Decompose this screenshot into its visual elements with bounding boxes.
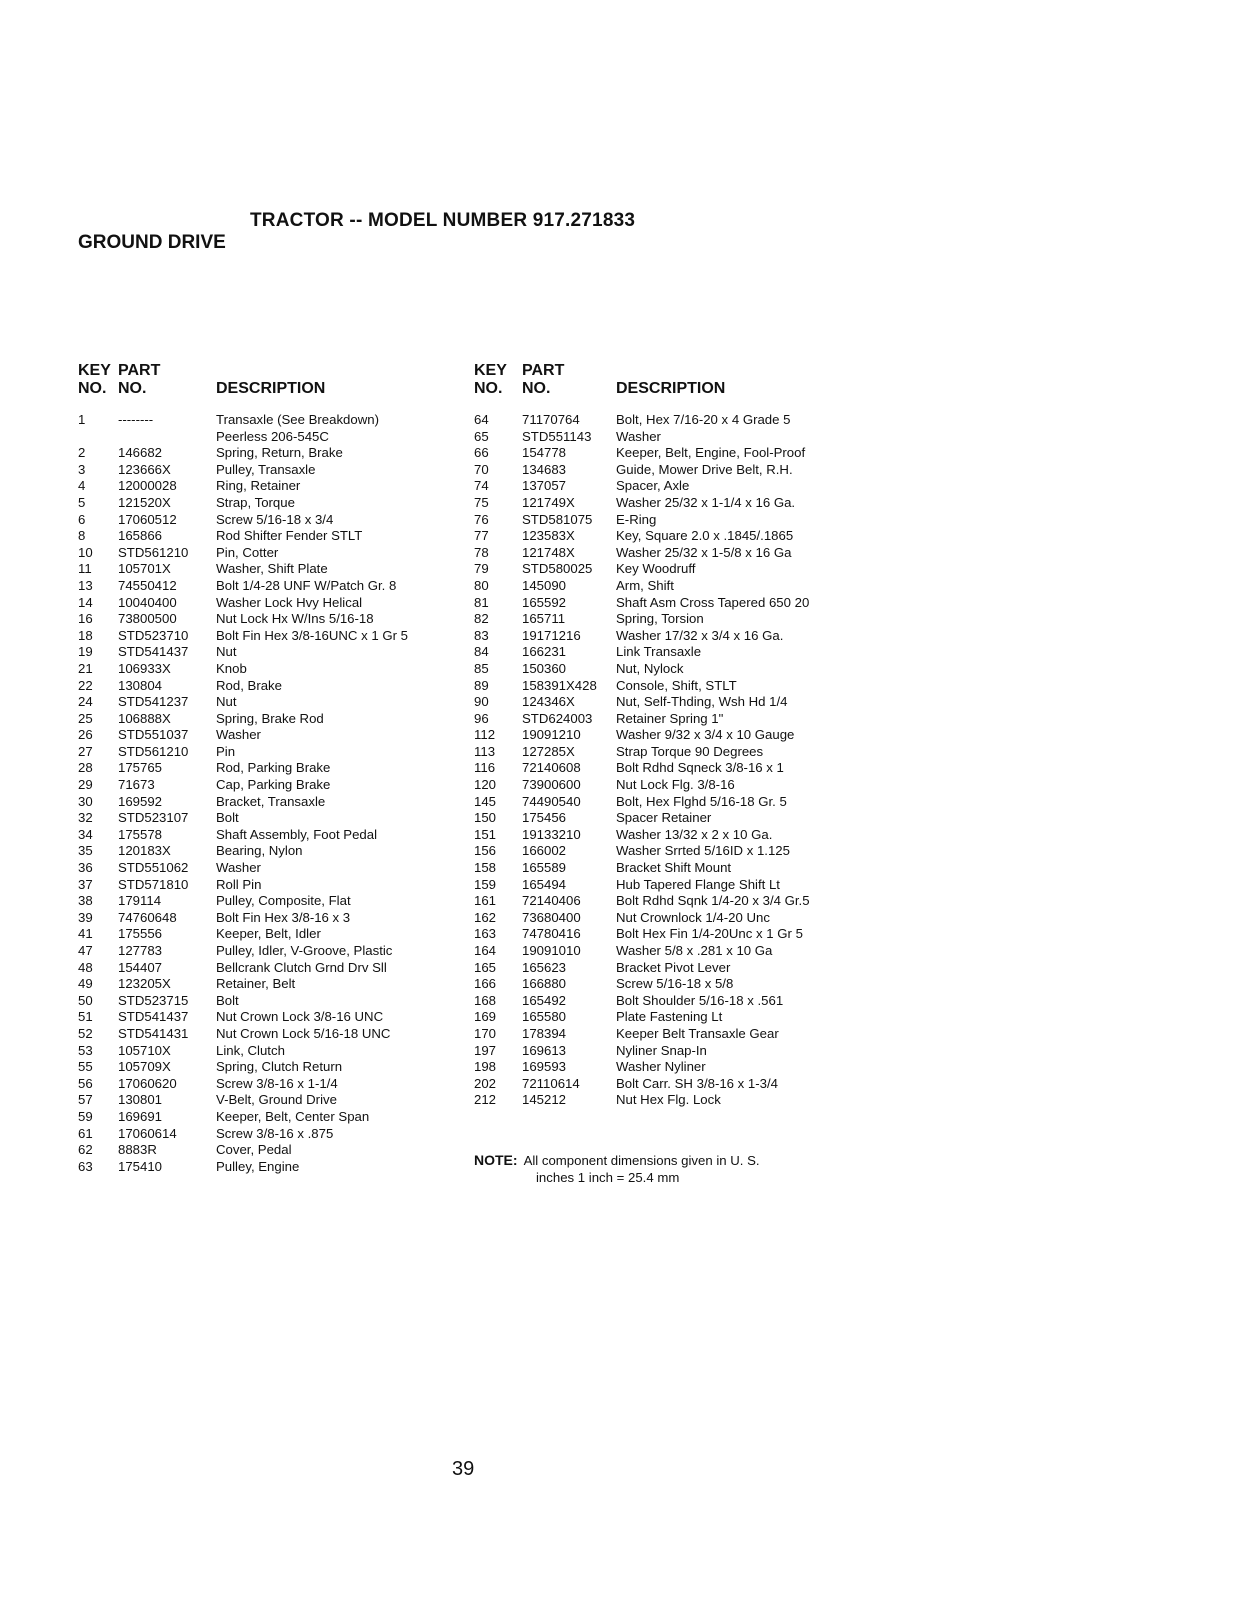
- key-no: 66: [474, 445, 489, 461]
- part-no: 166002: [522, 843, 567, 859]
- key-no: 2: [78, 445, 86, 461]
- description: Bracket Shift Mount: [616, 860, 732, 876]
- key-no: 51: [78, 1009, 93, 1025]
- part-no: 165589: [522, 860, 567, 876]
- part-no: 10040400: [118, 594, 177, 610]
- part-no: 123583X: [522, 528, 575, 544]
- part-no: STD581075: [522, 511, 593, 527]
- key-no: 16: [78, 611, 93, 627]
- key-no: 165: [474, 959, 497, 975]
- key-no: 56: [78, 1075, 93, 1091]
- key-no: 3: [78, 461, 86, 477]
- key-no: 159: [474, 876, 497, 892]
- description: Nut, Nylock: [616, 660, 684, 676]
- part-no: 179114: [118, 893, 162, 909]
- key-no: 36: [78, 860, 93, 876]
- key-no: 166: [474, 976, 497, 992]
- part-no: 74550412: [118, 577, 177, 593]
- key-header-top: KEY: [78, 362, 111, 379]
- key-no: 202: [474, 1075, 497, 1091]
- part-no: 72140406: [522, 893, 581, 909]
- key-no: 53: [78, 1042, 93, 1058]
- part-no: 165592: [522, 594, 567, 610]
- part-no: 165494: [522, 876, 567, 892]
- part-no: 72140608: [522, 760, 581, 776]
- key-no: 70: [474, 461, 489, 477]
- part-no: 17060620: [118, 1075, 177, 1091]
- description: Console, Shift, STLT: [616, 677, 737, 693]
- part-no: STD523107: [118, 810, 189, 826]
- key-no: 28: [78, 760, 93, 776]
- key-no: 163: [474, 926, 497, 942]
- description: Strap Torque 90 Degrees: [616, 743, 764, 759]
- key-header-bottom: NO.: [474, 380, 503, 397]
- description: Bolt Shoulder 5/16-18 x .561: [616, 992, 784, 1008]
- key-no: 1: [78, 412, 86, 427]
- key-no: 112: [474, 727, 496, 743]
- part-no: STD571810: [118, 876, 189, 892]
- key-no: 85: [474, 660, 489, 676]
- part-no: 121748X: [522, 544, 575, 560]
- part-no: 169593: [522, 1059, 567, 1075]
- description: Bellcrank Clutch Grnd Drv Sll: [216, 959, 387, 975]
- description: Link, Clutch: [216, 1042, 285, 1058]
- part-no: 165623: [522, 959, 567, 975]
- description-header: DESCRIPTION: [616, 380, 726, 397]
- part-no: 120183X: [118, 843, 171, 859]
- description: Nyliner Snap-In: [616, 1042, 707, 1058]
- description: Bolt 1/4-28 UNF W/Patch Gr. 8: [216, 577, 397, 593]
- key-no: 170: [474, 1025, 497, 1041]
- part-no: 8883R: [118, 1142, 157, 1158]
- description: Nut Lock Flg. 3/8-16: [616, 777, 735, 793]
- part-no: STD551062: [118, 860, 189, 876]
- key-no: 80: [474, 577, 489, 593]
- key-no: 47: [78, 943, 93, 958]
- key-no: 90: [474, 694, 489, 710]
- description: Washer Srrted 5/16ID x 1.125: [616, 843, 790, 859]
- description: Screw 5/16-18 x 5/8: [616, 976, 734, 992]
- part-no: 175765: [118, 760, 163, 776]
- key-no: 168: [474, 992, 497, 1008]
- description: Bracket, Transaxle: [216, 793, 326, 809]
- part-no: 145212: [522, 1092, 567, 1108]
- key-no: 49: [78, 976, 93, 992]
- key-no: 35: [78, 843, 93, 859]
- part-header-bottom: NO.: [118, 380, 147, 397]
- description: Washer 5/8 x .281 x 10 Ga: [616, 943, 773, 958]
- part-no: 165492: [522, 992, 567, 1008]
- part-no: 71170764: [522, 412, 580, 427]
- description: Bolt: [216, 810, 239, 826]
- key-no: 57: [78, 1092, 93, 1108]
- description: Nut: [216, 694, 237, 710]
- description: Bolt Carr. SH 3/8-16 x 1-3/4: [616, 1075, 778, 1091]
- description: Cover, Pedal: [216, 1142, 292, 1158]
- part-no: 166231: [522, 644, 567, 660]
- part-no: STD523715: [118, 992, 189, 1008]
- description: Washer: [216, 727, 261, 743]
- description: Guide, Mower Drive Belt, R.H.: [616, 461, 793, 477]
- part-no: STD551143: [522, 428, 592, 444]
- description: Spring, Brake Rod: [216, 710, 324, 726]
- key-no: 26: [78, 727, 93, 743]
- key-no: 13: [78, 577, 93, 593]
- description: Key, Square 2.0 x .1845/.1865: [616, 528, 794, 544]
- part-no: 73680400: [522, 909, 581, 925]
- description: Bolt Hex Fin 1/4-20Unc x 1 Gr 5: [616, 926, 803, 942]
- part-no: 74760648: [118, 909, 177, 925]
- key-no: 84: [474, 644, 489, 660]
- key-no: 113: [474, 743, 496, 759]
- part-no: 127285X: [522, 743, 575, 759]
- key-no: 18: [78, 627, 93, 643]
- description: Screw 3/8-16 x 1-1/4: [216, 1075, 338, 1091]
- description: Strap, Torque: [216, 494, 295, 510]
- key-no: 76: [474, 511, 489, 527]
- key-no: 52: [78, 1025, 93, 1041]
- key-no: 65: [474, 428, 489, 444]
- description: Bolt Rdhd Sqneck 3/8-16 x 1: [616, 760, 784, 776]
- description: Arm, Shift: [616, 577, 674, 593]
- part-no: 166880: [522, 976, 567, 992]
- part-no: 169592: [118, 793, 163, 809]
- key-no: 27: [78, 743, 93, 759]
- description: Keeper Belt Transaxle Gear: [616, 1025, 779, 1041]
- part-no: 106933X: [118, 660, 171, 676]
- key-no: 48: [78, 959, 93, 975]
- part-no: 105701X: [118, 561, 171, 577]
- description: Pin, Cotter: [216, 544, 279, 560]
- page-title: TRACTOR -- MODEL NUMBER 917.271833: [250, 210, 636, 231]
- key-no: 156: [474, 843, 497, 859]
- description: Roll Pin: [216, 876, 262, 892]
- key-no: 10: [78, 544, 93, 560]
- description: Transaxle (See Breakdown): [216, 412, 379, 427]
- description: Spacer, Axle: [616, 478, 690, 494]
- key-no: 74: [474, 478, 489, 494]
- key-no: 25: [78, 710, 93, 726]
- description: Washer: [616, 428, 661, 444]
- description: Washer Lock Hvy Helical: [216, 594, 363, 610]
- description: Keeper, Belt, Idler: [216, 926, 321, 942]
- part-no: 175556: [118, 926, 163, 942]
- part-no: 106888X: [118, 710, 171, 726]
- key-no: 161: [474, 893, 497, 909]
- key-no: 83: [474, 627, 489, 643]
- description: E-Ring: [616, 511, 657, 527]
- part-no: 19091010: [522, 943, 581, 958]
- description: Shaft Assembly, Foot Pedal: [216, 826, 378, 842]
- description: Bolt: [216, 992, 239, 1008]
- description: Bolt, Hex 7/16-20 x 4 Grade 5: [616, 412, 791, 427]
- part-no: 169691: [118, 1108, 163, 1124]
- key-no: 34: [78, 826, 93, 842]
- description: Nut Crown Lock 5/16-18 UNC: [216, 1025, 391, 1041]
- key-no: 62: [78, 1142, 93, 1158]
- key-no: 89: [474, 677, 489, 693]
- key-no: 41: [78, 926, 93, 942]
- part-no: 165580: [522, 1009, 567, 1025]
- part-no: STD580025: [522, 561, 593, 577]
- key-no: 79: [474, 561, 489, 577]
- key-no: 59: [78, 1108, 93, 1124]
- part-no: STD551037: [118, 727, 189, 743]
- key-no: 75: [474, 494, 489, 510]
- part-no: 121749X: [522, 494, 575, 510]
- part-no: --------: [118, 412, 154, 427]
- part-header-top: PART: [522, 362, 565, 379]
- description: Hub Tapered Flange Shift Lt: [616, 876, 780, 892]
- description: V-Belt, Ground Drive: [216, 1092, 337, 1108]
- part-no: 71673: [118, 777, 155, 793]
- part-no: 105709X: [118, 1059, 171, 1075]
- description: Spring, Return, Brake: [216, 445, 343, 461]
- description: Bolt Fin Hex 3/8-16UNC x 1 Gr 5: [216, 627, 409, 643]
- key-no: 120: [474, 777, 497, 793]
- part-no: 158391X428: [522, 677, 597, 693]
- description: Pulley, Engine: [216, 1158, 300, 1174]
- part-no: 175410: [118, 1158, 163, 1174]
- part-no: STD561210: [118, 743, 189, 759]
- part-no: 134683: [522, 461, 567, 477]
- key-no: 55: [78, 1059, 93, 1075]
- key-no: 164: [474, 943, 497, 958]
- key-no: 169: [474, 1009, 497, 1025]
- key-no: 158: [474, 860, 497, 876]
- key-no: 64: [474, 412, 489, 427]
- key-no: 11: [78, 561, 92, 577]
- part-no: STD523710: [118, 627, 189, 643]
- key-no: 32: [78, 810, 93, 826]
- part-no: 74780416: [522, 926, 581, 942]
- part-no: 73800500: [118, 611, 177, 627]
- description: Pulley, Transaxle: [216, 461, 316, 477]
- part-no: 123205X: [118, 976, 171, 992]
- description: Nut: [216, 644, 237, 660]
- key-no: 29: [78, 777, 93, 793]
- description: Nut Hex Flg. Lock: [616, 1092, 721, 1108]
- key-no: 151: [474, 826, 497, 842]
- description: Washer 17/32 x 3/4 x 16 Ga.: [616, 627, 784, 643]
- description: Cap, Parking Brake: [216, 777, 331, 793]
- description: Washer Nyliner: [616, 1059, 706, 1075]
- description: Bolt Rdhd Sqnk 1/4-20 x 3/4 Gr.5: [616, 893, 810, 909]
- key-no: 22: [78, 677, 93, 693]
- part-no: 72110614: [522, 1075, 580, 1091]
- key-no: 78: [474, 544, 489, 560]
- key-no: 150: [474, 810, 497, 826]
- part-no: 12000028: [118, 478, 177, 494]
- part-no: STD541437: [118, 1009, 189, 1025]
- part-no: STD561210: [118, 544, 189, 560]
- key-no: 30: [78, 793, 93, 809]
- key-header-bottom: NO.: [78, 380, 107, 397]
- description: Nut Lock Hx W/Ins 5/16-18: [216, 611, 374, 627]
- description: Washer, Shift Plate: [216, 561, 328, 577]
- key-no: 5: [78, 494, 86, 510]
- part-no: 175578: [118, 826, 163, 842]
- description: Key Woodruff: [616, 561, 696, 577]
- part-no: 17060512: [118, 511, 177, 527]
- key-no: 197: [474, 1042, 497, 1058]
- key-no: 63: [78, 1158, 93, 1174]
- part-no: 175456: [522, 810, 567, 826]
- note-line-2: inches 1 inch = 25.4 mm: [536, 1170, 680, 1185]
- description: Retainer Spring 1": [616, 710, 724, 726]
- description: Rod, Brake: [216, 677, 282, 693]
- description: Washer 13/32 x 2 x 10 Ga.: [616, 826, 773, 842]
- key-no: 198: [474, 1059, 497, 1075]
- key-no: 19: [78, 644, 93, 660]
- part-no: 154778: [522, 445, 567, 461]
- part-no: 123666X: [118, 461, 171, 477]
- part-no: 145090: [522, 577, 567, 593]
- part-no: 73900600: [522, 777, 581, 793]
- key-no: 77: [474, 528, 489, 544]
- description: Retainer, Belt: [216, 976, 296, 992]
- description: Bolt Fin Hex 3/8-16 x 3: [216, 909, 351, 925]
- part-no: 146682: [118, 445, 163, 461]
- note-line-1: All component dimensions given in U. S.: [523, 1153, 760, 1168]
- description: Spacer Retainer: [616, 810, 712, 826]
- key-no: 50: [78, 992, 93, 1008]
- description: Screw 3/8-16 x .875: [216, 1125, 334, 1141]
- part-no: 130804: [118, 677, 163, 693]
- description: Washer 25/32 x 1-1/4 x 16 Ga.: [616, 494, 796, 510]
- part-no: 150360: [522, 660, 567, 676]
- description: Keeper, Belt, Engine, Fool-Proof: [616, 445, 806, 461]
- key-no: 8: [78, 528, 86, 544]
- part-no: 154407: [118, 959, 163, 975]
- part-no: 165866: [118, 528, 163, 544]
- key-no: 37: [78, 876, 93, 892]
- part-no: 127783: [118, 943, 163, 958]
- description: Pin: [216, 743, 236, 759]
- description: Ring, Retainer: [216, 478, 301, 494]
- dimension-note: [474, 1152, 760, 1186]
- part-no: STD541237: [118, 694, 189, 710]
- description: Nut Crown Lock 3/8-16 UNC: [216, 1009, 384, 1025]
- key-no: 81: [474, 594, 489, 610]
- description: Knob: [216, 660, 247, 676]
- page-number: 39: [452, 1458, 475, 1480]
- key-no: 4: [78, 478, 86, 494]
- key-no: 212: [474, 1092, 497, 1108]
- description: Nut, Self-Thding, Wsh Hd 1/4: [616, 694, 788, 710]
- part-no: STD541437: [118, 644, 189, 660]
- key-no: 6: [78, 511, 86, 527]
- key-header-top: KEY: [474, 362, 507, 379]
- description: Washer 9/32 x 3/4 x 10 Gauge: [616, 727, 795, 743]
- description: Shaft Asm Cross Tapered 650 20: [616, 594, 810, 610]
- key-no: 21: [78, 660, 93, 676]
- description: Bearing, Nylon: [216, 843, 303, 859]
- key-no: 14: [78, 594, 93, 610]
- part-no: 137057: [522, 478, 567, 494]
- key-no: 39: [78, 909, 93, 925]
- part-no: 74490540: [522, 793, 581, 809]
- description: Pulley, Idler, V-Groove, Plastic: [216, 943, 393, 958]
- description: Keeper, Belt, Center Span: [216, 1108, 370, 1124]
- key-no: 96: [474, 710, 489, 726]
- description: Nut Crownlock 1/4-20 Unc: [616, 909, 770, 925]
- description: Rod, Parking Brake: [216, 760, 331, 776]
- description: Bracket Pivot Lever: [616, 959, 731, 975]
- note-label: NOTE:: [474, 1152, 518, 1168]
- part-no: 130801: [118, 1092, 163, 1108]
- part-no: 178394: [522, 1025, 567, 1041]
- section-title: GROUND DRIVE: [78, 232, 226, 253]
- key-no: 82: [474, 611, 489, 627]
- part-header-bottom: NO.: [522, 380, 551, 397]
- description: Pulley, Composite, Flat: [216, 893, 351, 909]
- key-no: 116: [474, 760, 496, 776]
- part-no: 169613: [522, 1042, 567, 1058]
- part-no: STD541431: [118, 1025, 189, 1041]
- description: Peerless 206-545C: [216, 428, 329, 444]
- description-header: DESCRIPTION: [216, 380, 326, 397]
- description: Link Transaxle: [616, 644, 702, 660]
- description: Screw 5/16-18 x 3/4: [216, 511, 334, 527]
- description: Bolt, Hex Flghd 5/16-18 Gr. 5: [616, 793, 787, 809]
- part-no: 19133210: [522, 826, 581, 842]
- key-no: 38: [78, 893, 93, 909]
- description: Spring, Clutch Return: [216, 1059, 343, 1075]
- description: Washer: [216, 860, 261, 876]
- part-no: 121520X: [118, 494, 171, 510]
- key-no: 61: [78, 1125, 93, 1141]
- part-no: 17060614: [118, 1125, 177, 1141]
- part-no: 165711: [522, 611, 566, 627]
- part-no: STD624003: [522, 710, 593, 726]
- key-no: 162: [474, 909, 497, 925]
- description: Plate Fastening Lt: [616, 1009, 723, 1025]
- key-no: 145: [474, 793, 497, 809]
- part-no: 124346X: [522, 694, 575, 710]
- key-no: 24: [78, 694, 93, 710]
- part-no: 105710X: [118, 1042, 171, 1058]
- part-no: 19171216: [522, 627, 581, 643]
- description: Rod Shifter Fender STLT: [216, 528, 363, 544]
- part-no: 19091210: [522, 727, 581, 743]
- description: Spring, Torsion: [616, 611, 704, 627]
- part-header-top: PART: [118, 362, 161, 379]
- description: Washer 25/32 x 1-5/8 x 16 Ga: [616, 544, 792, 560]
